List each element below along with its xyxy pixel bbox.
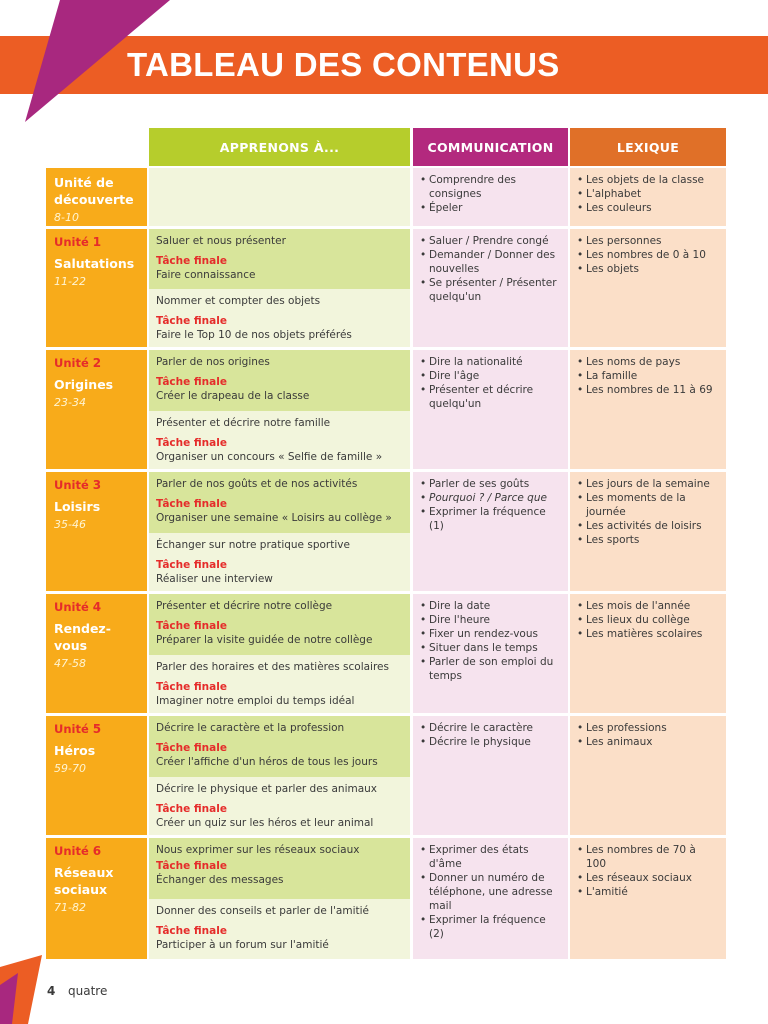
list-item: • Les activités de loisirs [577,519,719,533]
list-item: • Se présenter / Présenter quelqu'un [420,276,561,304]
tache-finale-label: Tâche finale [156,620,227,632]
list-item: • La famille [577,369,719,383]
tache-finale-text: Préparer la visite guidée de notre collège [156,634,373,646]
orange-corner-decoration [0,955,42,1024]
unit-label: Unité 4 [54,600,102,614]
unit-name: Unité de découverte [54,175,134,207]
unit-pages: 35-46 [54,518,86,531]
apprenons-cell [149,716,410,777]
list-item: • Exprimer la fréquence (2) [420,913,561,941]
communication-cell [413,838,568,959]
communication-cell [413,472,568,591]
tache-finale-text: Faire connaissance [156,269,256,281]
unit-pages: 71-82 [54,901,86,914]
list-item: • Les mois de l'année [577,599,719,613]
list-item: • Les animaux [577,735,719,749]
list-item: • Dire l'âge [420,369,561,383]
list-item: • Dire la nationalité [420,355,561,369]
list-item: • Donner un numéro de téléphone, une adresse mail [420,871,561,913]
tache-finale-text: Organiser une semaine « Loisirs au collège » [156,512,392,524]
list-item: • L'amitié [577,885,719,899]
unit-label: Unité 3 [54,478,102,492]
list-item: • Les couleurs [577,201,719,215]
lexique-cell [570,350,726,469]
unit-name: Loisirs [54,499,101,514]
list-item: • Les noms de pays [577,355,719,369]
apprenons-cell [149,777,410,835]
list-item: • Dire l'heure [420,613,561,627]
apprenons-text: Nommer et compter des objets [156,295,321,307]
unit-name: Salutations [54,256,135,271]
list-item: • Situer dans le temps [420,641,561,655]
tache-finale-text: Réaliser une interview [156,573,273,585]
list-item: • Dire la date [420,599,561,613]
list-item: • Comprendre des consignes [420,173,561,201]
list-item: • Pourquoi ? / Parce que [420,491,561,505]
tache-finale-text: Organiser un concours « Selfie de famille » [156,451,383,463]
tache-finale-label: Tâche finale [156,376,227,388]
apprenons-cell [149,533,410,591]
list-item: • Les lieux du collège [577,613,719,627]
lexique-cell [570,168,726,226]
tache-finale-label: Tâche finale [156,498,227,510]
list-item: • Épeler [420,201,561,215]
list-item: • Exprimer la fréquence (1) [420,505,561,533]
unit-cell-1 [46,229,147,347]
apprenons-cell [149,655,410,713]
list-item: • Les personnes [577,234,719,248]
lexique-cell [570,838,726,959]
list-item: • Les réseaux sociaux [577,871,719,885]
tache-finale-text: Créer le drapeau de la classe [156,390,310,402]
tache-finale-label: Tâche finale [156,255,227,267]
apprenons-text: Parler de nos origines [156,356,270,368]
unit-name: Origines [54,377,114,392]
tache-finale-text: Imaginer notre emploi du temps idéal [156,695,355,707]
list-item: • Les sports [577,533,719,547]
tache-finale-text: Faire le Top 10 de nos objets préférés [156,329,352,341]
tache-finale-label: Tâche finale [156,681,227,693]
communication-cell [413,168,568,226]
list-item: • L'alphabet [577,187,719,201]
tache-finale-label: Tâche finale [156,925,227,937]
page-number-word: quatre [68,984,108,998]
apprenons-cell [149,350,410,411]
tache-finale-label: Tâche finale [156,803,227,815]
communication-cell [413,716,568,835]
list-item: • Décrire le caractère [420,721,561,735]
communication-cell [413,350,568,469]
unit-name: Rendez-vous [54,621,111,653]
list-item: • Les jours de la semaine [577,477,719,491]
apprenons-text: Saluer et nous présenter [156,235,286,247]
apprenons-text: Parler des horaires et des matières scolaires [156,661,389,673]
page-number: 4 [47,984,56,998]
unit-pages: 59-70 [54,762,86,775]
list-item: • Demander / Donner des nouvelles [420,248,561,276]
tache-finale-label: Tâche finale [156,315,227,327]
list-item: • Parler de son emploi du temps [420,655,561,683]
unit-name: Héros [54,743,96,758]
unit-cell-2 [46,350,147,469]
apprenons-text: Décrire le caractère et la profession [156,722,345,734]
apprenons-cell-empty [149,168,410,226]
tache-finale-label: Tâche finale [156,742,227,754]
apprenons-text: Échanger sur notre pratique sportive [156,539,350,551]
unit-name: Réseaux sociaux [54,865,114,897]
apprenons-cell [149,229,410,289]
tache-finale-label: Tâche finale [156,437,227,449]
unit-label: Unité 5 [54,722,102,736]
list-item: • Présenter et décrire quelqu'un [420,383,561,411]
communication-cell [413,229,568,347]
apprenons-cell [149,594,410,655]
unit-cell-3 [46,472,147,591]
list-item: • Les professions [577,721,719,735]
unit-cell-4 [46,594,147,713]
apprenons-cell [149,899,410,959]
list-item: • Les nombres de 70 à 100 [577,843,719,871]
apprenons-text: Décrire le physique et parler des animaux [156,783,378,795]
unit-label: Unité 1 [54,235,102,249]
tache-finale-label: Tâche finale [156,559,227,571]
list-item: • Parler de ses goûts [420,477,561,491]
apprenons-cell [149,838,410,899]
unit-cell-5 [46,716,147,835]
list-item: • Fixer un rendez-vous [420,627,561,641]
tache-finale-text: Créer un quiz sur les héros et leur animal [156,817,374,829]
communication-cell [413,594,568,713]
list-item: • Les nombres de 0 à 10 [577,248,719,262]
header-lexique: LEXIQUE [570,128,726,166]
unit-cell-6 [46,838,147,959]
lexique-cell [570,594,726,713]
lexique-cell [570,229,726,347]
page-title: TABLEAU DES CONTENUS [127,46,560,83]
list-item: • Les objets [577,262,719,276]
unit-label: Unité 2 [54,356,102,370]
list-item: • Les objets de la classe [577,173,719,187]
lexique-cell [570,472,726,591]
list-item: • Saluer / Prendre congé [420,234,561,248]
unit-pages: 47-58 [54,657,86,670]
tache-finale-text: Créer l'affiche d'un héros de tous les jours [156,756,378,768]
unit-pages: 11-22 [54,275,86,288]
apprenons-text: Parler de nos goûts et de nos activités [156,478,358,490]
lexique-cell [570,716,726,835]
list-item: • Les moments de la journée [577,491,719,519]
list-item: • Les matières scolaires [577,627,719,641]
tache-finale-text: Participer à un forum sur l'amitié [156,939,329,951]
apprenons-cell [149,411,410,469]
apprenons-cell [149,472,410,533]
unit-cell-decouverte [46,168,147,226]
apprenons-text: Présenter et décrire notre collège [156,600,333,612]
header-communication: COMMUNICATION [413,128,568,166]
unit-label: Unité 6 [54,844,102,858]
list-item: • Décrire le physique [420,735,561,749]
apprenons-text: Présenter et décrire notre famille [156,417,331,429]
unit-pages: 23-34 [54,396,86,409]
unit-pages: 8-10 [54,211,79,224]
tache-finale-label: Tâche finale [156,860,227,872]
apprenons-text: Donner des conseils et parler de l'amitié [156,905,369,917]
list-item: • Exprimer des états d'âme [420,843,561,871]
apprenons-text: Nous exprimer sur les réseaux sociaux [156,844,360,856]
apprenons-cell [149,289,410,347]
tache-finale-text: Échanger des messages [156,874,284,886]
list-item: • Les nombres de 11 à 69 [577,383,719,397]
header-apprenons: APPRENONS À... [149,128,410,166]
